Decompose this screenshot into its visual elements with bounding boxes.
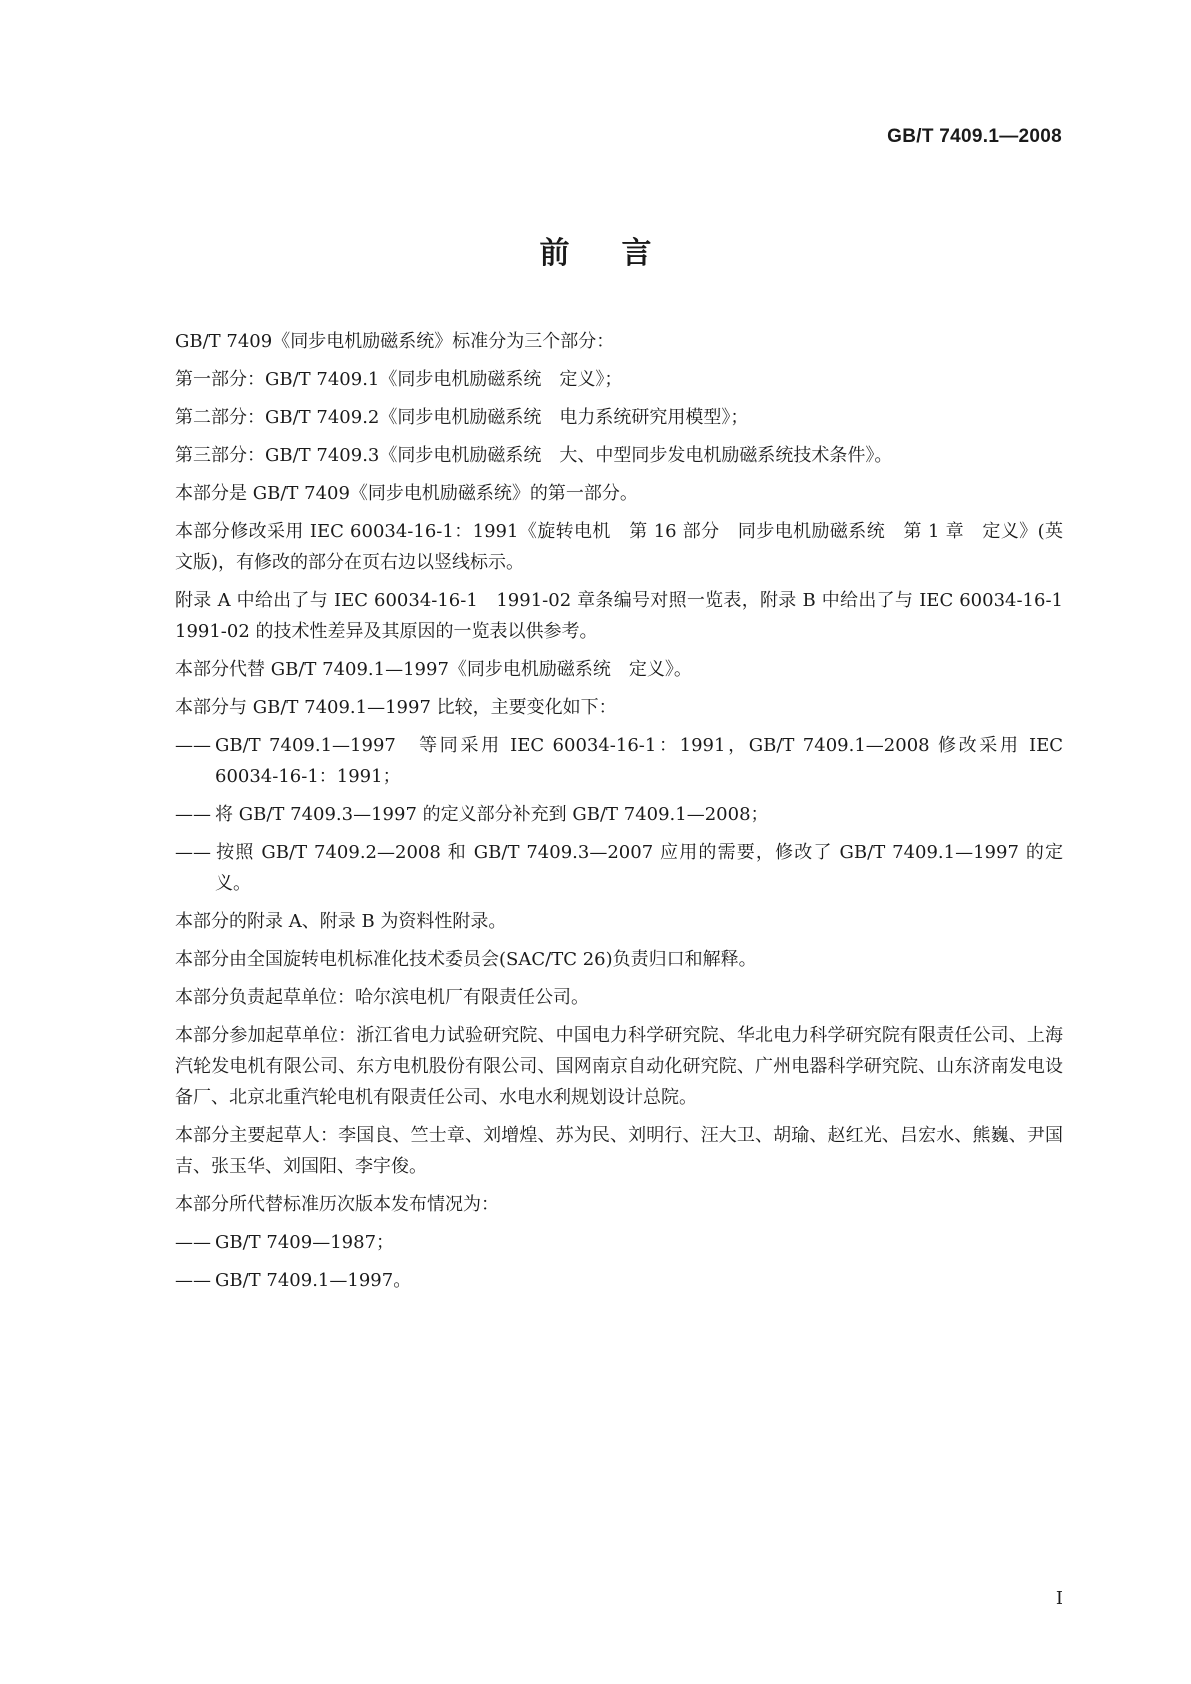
paragraph: 第三部分：GB/T 7409.3《同步电机励磁系统 大、中型同步发电机励磁系统技术条件》。 <box>175 445 893 466</box>
paragraph: 本部分主要起草人：李国良、竺士章、刘增煌、苏为民、刘明行、汪大卫、胡瑜、赵红光、吕宏水、熊巍、尹国吉、张玉华、刘国阳、李宇俊。 <box>175 1125 1063 1177</box>
dash-marker: —— <box>175 804 211 825</box>
paragraph: 本部分由全国旋转电机标准化技术委员会(SAC/TC 26)负责归口和解释。 <box>175 949 757 970</box>
paragraph: 本部分的附录 A、附录 B 为资料性附录。 <box>175 911 507 932</box>
page-number: I <box>1055 1588 1063 1609</box>
paragraph: 本部分与 GB/T 7409.1—1997 比较，主要变化如下： <box>175 697 617 718</box>
change-text: 按照 GB/T 7409.2—2008 和 GB/T 7409.3—2007 应用的需要，修改了 GB/T 7409.1—1997 的定义。 <box>215 842 1063 894</box>
paragraph: 附录 A 中给出了与 IEC 60034-16-1 1991-02 章条编号对照一览表，附录 B 中给出了与 IEC 60034-16-1 1991-02 的技术性差异及其原因的一览表以供参考。 <box>175 590 1063 642</box>
history-list-item <box>175 1265 1063 1296</box>
dash-marker: —— <box>175 1232 211 1253</box>
standard-number: GB/T 7409.1—2008 <box>887 126 1062 147</box>
paragraph: 本部分所代替标准历次版本发布情况为： <box>175 1194 499 1215</box>
paragraph: 本部分是 GB/T 7409《同步电机励磁系统》的第一部分。 <box>175 483 638 504</box>
paragraph: 第一部分：GB/T 7409.1《同步电机励磁系统 定义》； <box>175 369 623 390</box>
history-text: GB/T 7409—1987； <box>215 1232 395 1253</box>
dash-marker: —— <box>175 842 211 863</box>
change-list-item <box>175 730 1063 792</box>
dash-marker: —— <box>175 735 211 756</box>
paragraph: 本部分负责起草单位：哈尔滨电机厂有限责任公司。 <box>175 987 589 1008</box>
change-list-item <box>175 837 1063 899</box>
page-title: 前言 <box>539 236 704 271</box>
paragraph: 本部分修改采用 IEC 60034-16-1：1991《旋转电机 第 16 部分 同步电机励磁系统 第 1 章 定义》(英文版)，有修改的部分在页右边以竖线标示。 <box>175 521 1063 573</box>
change-text: 将 GB/T 7409.3—1997 的定义部分补充到 GB/T 7409.1—2008； <box>215 804 769 825</box>
paragraph: 本部分参加起草单位：浙江省电力试验研究院、中国电力科学研究院、华北电力科学研究院有限责任公司、上海汽轮发电机有限公司、东方电机股份有限公司、国网南京自动化研究院、广州电器科学研究院、山东济南发电设备厂、北京北重汽轮电机有限责任公司、水电水利规划设计总院。 <box>175 1025 1063 1108</box>
paragraph: 本部分代替 GB/T 7409.1—1997《同步电机励磁系统 定义》。 <box>175 659 692 680</box>
paragraph: GB/T 7409《同步电机励磁系统》标准分为三个部分： <box>175 331 615 352</box>
history-text: GB/T 7409.1—1997。 <box>215 1270 412 1291</box>
foreword-body <box>175 326 1063 1303</box>
dash-marker: —— <box>175 1270 211 1291</box>
change-text: GB/T 7409.1—1997 等同采用 IEC 60034-16-1：1991，GB/T 7409.1—2008 修改采用 IEC 60034-16-1：1991； <box>215 735 1063 787</box>
paragraph: 第二部分：GB/T 7409.2《同步电机励磁系统 电力系统研究用模型》； <box>175 407 749 428</box>
change-list-item <box>175 799 1063 830</box>
history-list-item <box>175 1227 1063 1258</box>
